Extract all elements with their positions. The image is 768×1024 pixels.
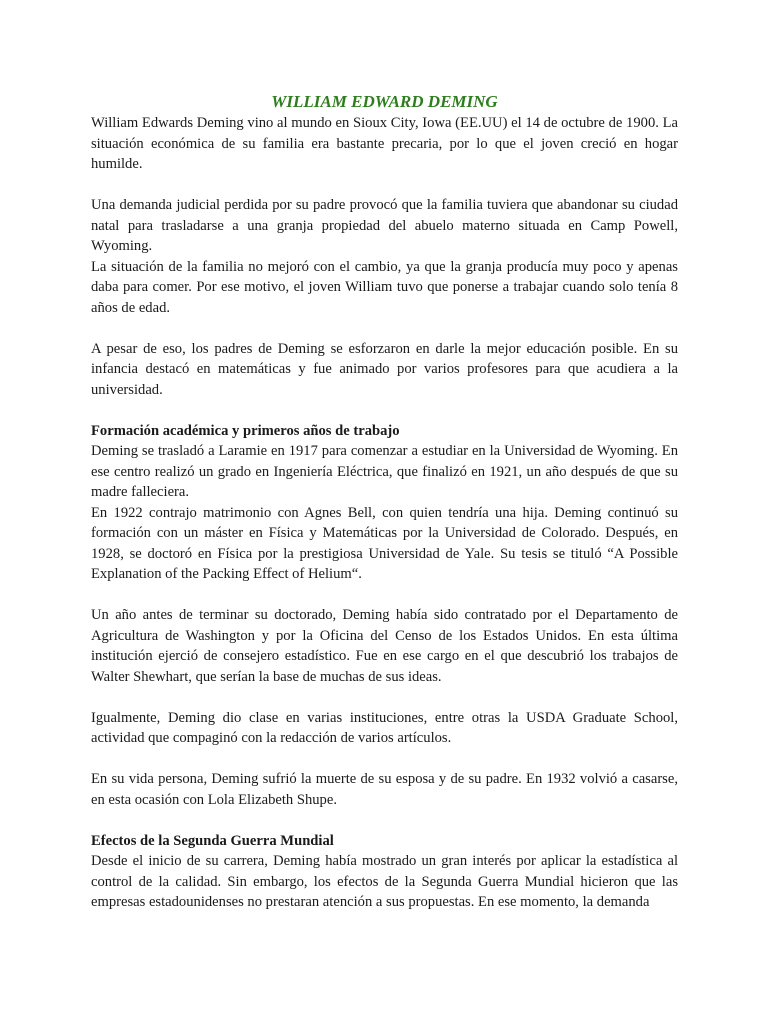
section-heading-academic: Formación académica y primeros años de trabajo	[91, 422, 400, 439]
paragraph-education: A pesar de eso, los padres de Deming se esforzaron en darle la mejor educación posible. En su infancia destacó en matemáticas y fue animado por varios profesores para que acudiera a la universidad.	[91, 340, 678, 398]
paragraph-lawsuit: Una demanda judicial perdida por su padre provocó que la familia tuviera que abandonar su ciudad natal para trasladarse a una granja propiedad del abuelo materno situada en Camp Powell, Wyoming.	[91, 197, 678, 254]
paragraph-spacer	[91, 400, 678, 421]
paragraph-spacer	[91, 687, 678, 708]
paragraph-wyoming: Deming se trasladó a Laramie en 1917 para comenzar a estudiar en la Universidad de Wyoming. En ese centro realizó un grado en Ingeniería Eléctrica, que finalizó en 1921, un año después de que su madre falleciera.	[91, 443, 678, 500]
paragraph-spacer	[91, 810, 678, 831]
paragraph-spacer	[91, 749, 678, 770]
paragraph-personal-life: En su vida persona, Deming sufrió la muerte de su esposa y de su padre. En 1932 volvió a casarse, en esta ocasión con Lola Elizabeth Shupe.	[91, 771, 678, 808]
section-heading-war: Efectos de la Segunda Guerra Mundial	[91, 832, 334, 849]
document-title: WILLIAM EDWARD DEMING	[271, 92, 498, 111]
paragraph-spacer	[91, 585, 678, 606]
paragraph-census: Un año antes de terminar su doctorado, Deming había sido contratado por el Departamento de Agricultura de Washington y por la Oficina del Censo de los Estados Unidos. En esta última institución ejerció de consejero estadístico. Fue en ese cargo en el que descubrió los trabajos de Walter Shewhart, que serían la base de muchas de sus ideas.	[91, 607, 678, 685]
paragraph-farm: La situación de la familia no mejoró con el cambio, ya que la granja producía muy poco y apenas daba para comer. Por ese motivo, el joven William tuvo que ponerse a trabajar cuando solo tenía 8 años de edad.	[91, 258, 678, 316]
paragraph-marriage: En 1922 contrajo matrimonio con Agnes Bell, con quien tendría una hija. Deming continuó su formación con un máster en Física y Matemáticas por la Universidad de Colorado. Después, en 1928, se doctoró en Física por la prestigiosa Universidad de Yale. Su tesis se tituló “A Possible Explanation of the Packing Effect of Helium“.	[91, 504, 678, 582]
document-body	[91, 92, 678, 913]
paragraph-spacer	[91, 318, 678, 339]
paragraph-teaching: Igualmente, Deming dio clase en varias instituciones, entre otras la USDA Graduate School, actividad que compaginó con la redacción de varios artículos.	[91, 709, 678, 746]
paragraph-quality-control: Desde el inicio de su carrera, Deming había mostrado un gran interés por aplicar la estadística al control de la calidad. Sin embargo, los efectos de la Segunda Guerra Mundial hicieron que las empresas estadounidenses no prestaran atención a sus propuestas. En ese momento, la demanda	[91, 853, 678, 910]
paragraph-birth: William Edwards Deming vino al mundo en Sioux City, Iowa (EE.UU) el 14 de octubre de 1900. La situación económica de su familia era bastante precaria, por lo que el joven creció en hogar humilde.	[91, 115, 678, 172]
paragraph-spacer	[91, 175, 678, 196]
